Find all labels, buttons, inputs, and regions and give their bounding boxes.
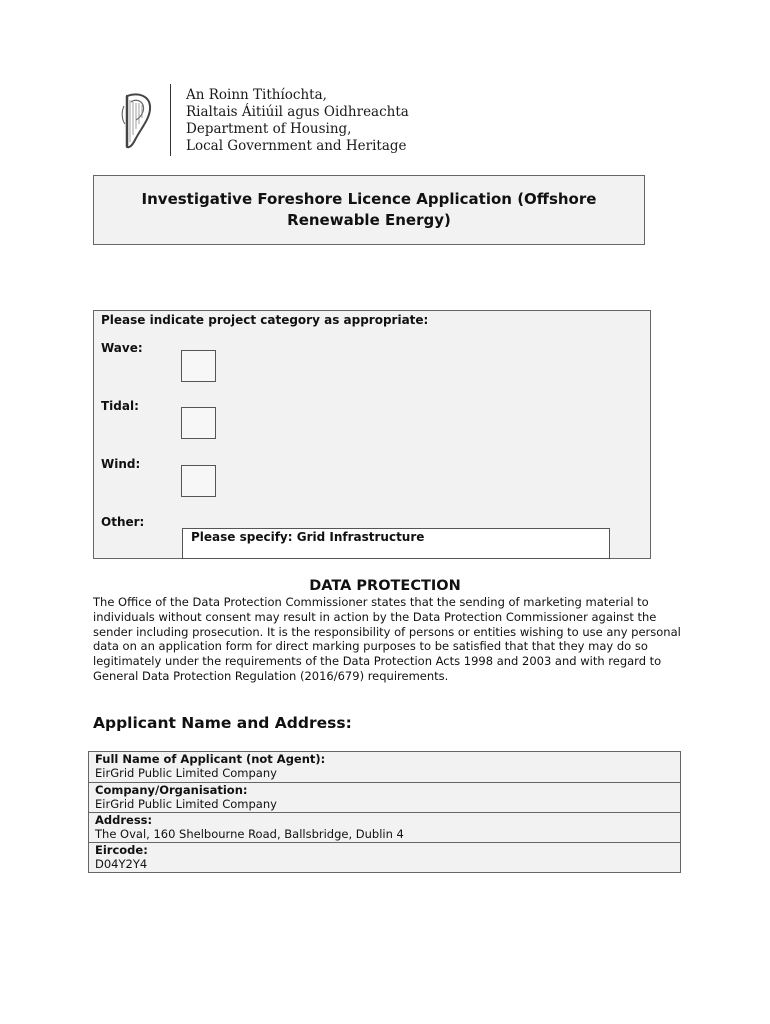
- project-category-section: [93, 310, 651, 559]
- wave-checkbox[interactable]: [181, 350, 216, 382]
- form-title: Investigative Foreshore Licence Application (Offshore Renewable Energy): [93, 175, 645, 245]
- department-line: Department of Housing,: [186, 121, 352, 137]
- address-label: Address:: [95, 813, 153, 827]
- address-value[interactable]: The Oval, 160 Shelbourne Road, Ballsbridge, Dublin 4: [95, 827, 404, 841]
- company-value[interactable]: EirGrid Public Limited Company: [95, 797, 277, 811]
- department-line: An Roinn Tithíochta,: [186, 87, 327, 103]
- wind-label: Wind:: [101, 457, 141, 471]
- header-divider: [170, 84, 171, 156]
- other-specify-field[interactable]: Please specify: Grid Infrastructure: [182, 528, 610, 559]
- wind-checkbox[interactable]: [181, 465, 216, 497]
- eircode-value[interactable]: D04Y2Y4: [95, 857, 148, 871]
- tidal-label: Tidal:: [101, 399, 139, 413]
- tidal-checkbox[interactable]: [181, 407, 216, 439]
- category-heading: Please indicate project category as appropriate:: [101, 313, 429, 327]
- department-name: [186, 87, 409, 155]
- data-protection-title: DATA PROTECTION: [309, 578, 461, 594]
- full-name-value[interactable]: EirGrid Public Limited Company: [95, 766, 277, 780]
- department-header: [113, 84, 413, 156]
- eircode-label: Eircode:: [95, 843, 148, 857]
- data-protection-text: The Office of the Data Protection Commissioner states that the sending of marketing material to individuals without consent may result in action by the Data Protection Commissioner against the sender including prosecution. It is the responsibility of persons or entities wishing to use any personal data on an application form for direct marking purposes to be satisfied that that they may do so legitimately under the requirements of the Data Protection Acts 1998 and 2003 and with regard to General Data Protection Regulation (2016/679) requirements.: [93, 595, 681, 683]
- table-row: [89, 752, 680, 782]
- full-name-label: Full Name of Applicant (not Agent):: [95, 752, 326, 766]
- applicant-heading: Applicant Name and Address:: [93, 714, 352, 732]
- other-label: Other:: [101, 515, 145, 529]
- applicant-table: [88, 751, 681, 873]
- harp-emblem-icon: [119, 90, 155, 150]
- department-line: Rialtais Áitiúil agus Oidhreachta: [186, 104, 409, 120]
- department-line: Local Government and Heritage: [186, 138, 407, 154]
- wave-label: Wave:: [101, 341, 143, 355]
- table-row: [89, 842, 680, 872]
- table-row: [89, 782, 680, 812]
- company-label: Company/Organisation:: [95, 783, 248, 797]
- table-row: [89, 812, 680, 842]
